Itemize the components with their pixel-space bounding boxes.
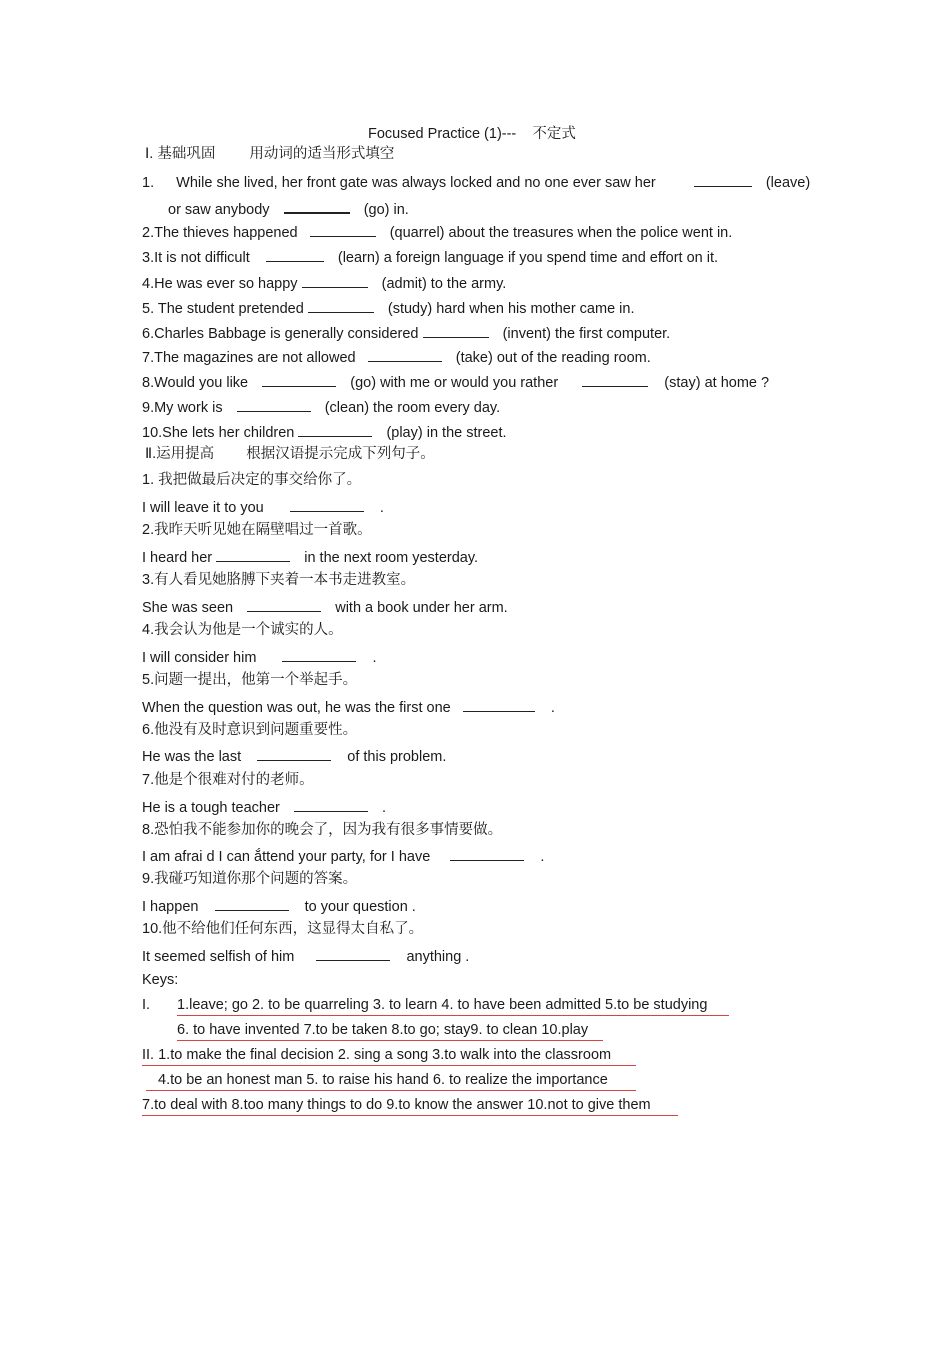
s2-q2-blank[interactable]: [216, 547, 290, 562]
s1-q4-blank[interactable]: [302, 273, 368, 288]
s2-q2-chinese: 2.我昨天听见她在隔壁唱过一首歌。: [142, 522, 372, 538]
s1-q1-blank-2[interactable]: [284, 198, 350, 214]
s1-q8: [142, 372, 769, 392]
s1-q5: [142, 298, 634, 318]
s2-q7-chinese: 7.他是个很难对付的老师。: [142, 772, 314, 788]
s2-q9-chinese: 9.我碰巧知道你那个问题的答案。: [142, 871, 358, 887]
s1-q1-line2: [168, 198, 409, 219]
keys-line-1: 1.leave; go 2. to be quarreling 3. to learn 4. to have been admitted 5.to be studying: [177, 996, 729, 1016]
s2-q4-text-b: .: [372, 650, 377, 666]
s2-q7-text-b: .: [381, 800, 386, 816]
s1-q4-text-a: 4.He was ever so happy: [142, 276, 298, 292]
keys-roman-1: I.: [142, 997, 151, 1013]
s2-q9-text-a: I happen: [142, 899, 199, 915]
s1-q1-number: 1.: [142, 175, 155, 191]
s2-q3-text-a: She was seen: [142, 600, 234, 616]
s2-q8-text-b: .: [540, 849, 545, 865]
s1-q1-line1: [142, 172, 810, 192]
s1-q5-text-b: (study) hard when his mother came in.: [387, 301, 635, 317]
keys-line-3: II. 1.to make the final decision 2. sing a song 3.to walk into the classroom: [142, 1046, 636, 1066]
s1-q9-blank[interactable]: [237, 397, 311, 412]
s1-q1-text-a: While she lived, her front gate was always locked and no one ever saw her: [176, 175, 656, 191]
s2-q7-english: [142, 797, 386, 817]
s2-q6-english: [142, 746, 446, 766]
s2-q2-text-a: I heard her: [142, 550, 213, 566]
s2-q2-text-b: in the next room yesterday.: [304, 550, 479, 566]
s1-q10-text-a: 10.She lets her children: [142, 425, 295, 441]
s2-q4-text-a: I will consider him: [142, 650, 257, 666]
s2-q1-blank[interactable]: [290, 497, 364, 512]
s1-q2: [142, 222, 732, 242]
s2-q9-text-b: to your question .: [304, 899, 416, 915]
s2-q5-english: [142, 697, 555, 717]
s2-q2-english: [142, 547, 478, 567]
s2-q5-text-b: .: [550, 700, 555, 716]
s2-q1-text-b: .: [379, 500, 384, 516]
s1-q3-text-a: 3.It is not difficult: [142, 250, 250, 266]
s2-q10-text-a: It seemed selfish of him: [142, 949, 295, 965]
s1-q7: [142, 347, 651, 367]
s2-q10-chinese: 10.他不给他们任何东西，这显得太自私了。: [142, 921, 424, 937]
s1-q4: [142, 273, 506, 293]
s2-q3-blank[interactable]: [247, 597, 321, 612]
s2-q1-english: [142, 497, 384, 517]
s2-q8-english: [142, 846, 544, 866]
section2-label: Ⅱ.运用提高: [145, 446, 215, 462]
s1-q8-blank-2[interactable]: [582, 372, 648, 387]
s1-q3-blank[interactable]: [266, 247, 324, 262]
s1-q2-blank[interactable]: [310, 222, 376, 237]
s2-q6-text-a: He was the last: [142, 749, 242, 765]
section2-heading: [145, 445, 435, 463]
s1-q6-blank[interactable]: [423, 323, 489, 338]
keys-line-2: 6. to have invented 7.to be taken 8.to go; stay9. to clean 10.play: [177, 1021, 603, 1041]
s2-q6-text-b: of this problem.: [347, 749, 447, 765]
section1-heading: [145, 145, 394, 163]
s1-q10-text-b: (play) in the street.: [386, 425, 507, 441]
s1-q1-text-c: or saw anybody: [168, 202, 270, 218]
s2-q5-text-a: When the question was out, he was the first one: [142, 700, 451, 716]
s1-q1-text-d: (go) in.: [363, 202, 409, 218]
s1-q9-text-b: (clean) the room every day.: [324, 400, 501, 416]
keys-line-4: 4.to be an honest man 5. to raise his hand 6. to realize the importance: [146, 1071, 636, 1091]
s2-q6-chinese: 6.他没有及时意识到问题重要性。: [142, 722, 358, 738]
s1-q3-text-b: (learn) a foreign language if you spend time and effort on it.: [337, 250, 719, 266]
s2-q9-blank[interactable]: [215, 896, 289, 911]
s1-q8-text-c: (stay) at home ?: [664, 375, 770, 391]
s2-q6-blank[interactable]: [257, 746, 331, 761]
s1-q10: [142, 422, 507, 442]
s2-q5-blank[interactable]: [463, 697, 535, 712]
s1-q7-text-b: (take) out of the reading room.: [455, 350, 651, 366]
s1-q7-blank[interactable]: [368, 347, 442, 362]
s2-q3-chinese: 3.有人看见她胳膊下夹着一本书走进教室。: [142, 572, 416, 588]
s2-q4-blank[interactable]: [282, 647, 356, 662]
title-chinese: 不定式: [532, 126, 576, 142]
s2-q9-english: [142, 896, 416, 916]
section1-label: Ⅰ. 基础巩固: [145, 146, 216, 162]
page-title: [368, 122, 576, 143]
s2-q8-text-a: I am afrai d I can ắttend your party, for I have: [142, 849, 431, 865]
s1-q10-blank[interactable]: [298, 422, 372, 437]
s1-q8-text-a: 8.Would you like: [142, 375, 249, 391]
s1-q1-blank-1[interactable]: [694, 172, 752, 187]
s1-q5-text-a: 5. The student pretended: [142, 301, 304, 317]
s2-q4-english: [142, 647, 377, 667]
s1-q3: [142, 247, 718, 267]
s1-q2-text-a: 2.The thieves happened: [142, 225, 298, 241]
s2-q5-chinese: 5.问题一提出，他第一个举起手。: [142, 672, 358, 688]
keys-label: Keys:: [142, 972, 179, 988]
title-english: Focused Practice (1)---: [368, 126, 517, 142]
s1-q5-blank[interactable]: [308, 298, 374, 313]
s2-q10-blank[interactable]: [316, 946, 390, 961]
s2-q7-text-a: He is a tough teacher: [142, 800, 280, 816]
s2-q3-text-b: with a book under her arm.: [335, 600, 508, 616]
s1-q9-text-a: 9.My work is: [142, 400, 223, 416]
s2-q8-chinese: 8.恐怕我不能参加你的晚会了，因为我有很多事情要做。: [142, 822, 503, 838]
s2-q1-chinese: 1. 我把做最后决定的事交给你了。: [142, 472, 362, 488]
s1-q4-text-b: (admit) to the army.: [381, 276, 507, 292]
s1-q8-text-b: (go) with me or would you rather: [350, 375, 559, 391]
section1-instruction: 用动词的适当形式填空: [249, 146, 395, 162]
keys-line-5: 7.to deal with 8.too many things to do 9.to know the answer 10.not to give them: [142, 1096, 678, 1116]
s2-q3-english: [142, 597, 508, 617]
s1-q6-text-a: 6.Charles Babbage is generally considered: [142, 326, 419, 342]
s2-q8-blank[interactable]: [450, 846, 524, 861]
s2-q10-text-b: anything .: [406, 949, 470, 965]
s1-q2-text-b: (quarrel) about the treasures when the police went in.: [389, 225, 733, 241]
s1-q6: [142, 323, 670, 343]
section2-instruction: 根据汉语提示完成下列句子。: [246, 446, 435, 462]
s1-q1-text-b: (leave): [765, 175, 811, 191]
s1-q8-blank-1[interactable]: [262, 372, 336, 387]
s1-q6-text-b: (invent) the first computer.: [502, 326, 671, 342]
s2-q4-chinese: 4.我会认为他是一个诚实的人。: [142, 622, 343, 638]
s2-q7-blank[interactable]: [294, 797, 368, 812]
s2-q1-text-a: I will leave it to you: [142, 500, 264, 516]
s1-q9: [142, 397, 500, 417]
s1-q7-text-a: 7.The magazines are not allowed: [142, 350, 356, 366]
s2-q10-english: [142, 946, 469, 966]
